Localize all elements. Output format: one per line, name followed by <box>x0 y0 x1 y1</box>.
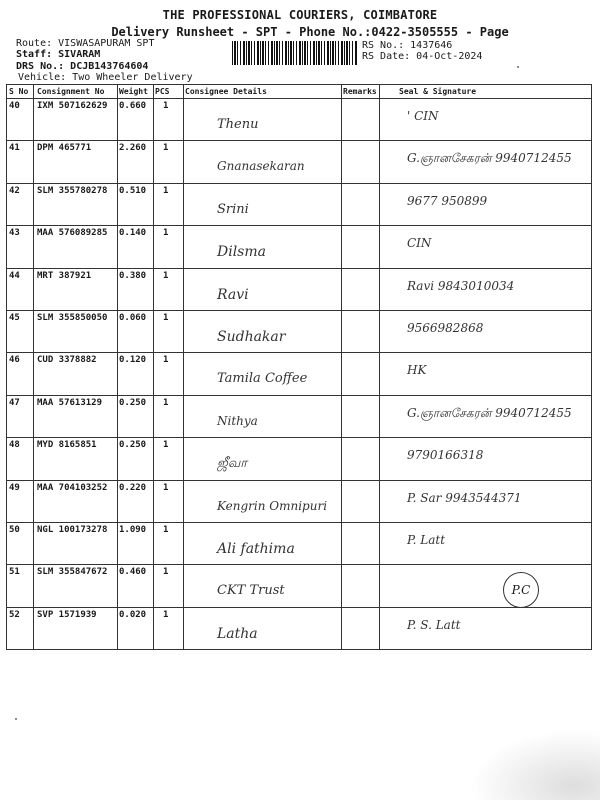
row-consignee-handwriting: CKT Trust <box>217 583 285 599</box>
row-pcs: 1 <box>163 609 169 620</box>
runsheet-title: Delivery Runsheet - SPT - Phone No.:0422-3505555 - Page <box>111 25 509 39</box>
route-label: Route: VISWASAPURAM SPT <box>16 38 155 49</box>
row-sno: 51 <box>9 567 20 578</box>
row-consignee-handwriting: Sudhakar <box>217 329 286 345</box>
row-weight: 2.260 <box>119 143 147 154</box>
row-weight: 0.060 <box>119 313 147 323</box>
row-sno: 40 <box>9 101 20 111</box>
row-signature-handwriting: G.ஞானசேகரன் 9940712455 <box>407 405 572 420</box>
row-weight: 0.020 <box>119 609 147 620</box>
row-consignment-no: NGL 100173278 <box>37 525 108 535</box>
row-pcs: 1 <box>163 101 169 111</box>
row-signature-handwriting: 9790166318 <box>407 448 484 463</box>
row-pcs: 1 <box>163 440 169 451</box>
row-consignment-no: SLM 355780278 <box>37 185 108 196</box>
row-signature-handwriting: P. S. Latt <box>407 617 461 632</box>
col-consignee: Consignee Details <box>185 87 267 96</box>
row-pcs: 1 <box>163 143 169 154</box>
row-pcs: 1 <box>163 270 169 281</box>
row-weight: 0.140 <box>119 228 147 239</box>
row-sno: 45 <box>9 313 20 323</box>
row-consignee-handwriting: Dilsma <box>217 244 266 261</box>
row-weight: 0.220 <box>119 482 147 493</box>
col-sno: S No <box>9 87 29 96</box>
staff-label: Staff: SIVARAM <box>16 49 101 60</box>
company-title: THE PROFESSIONAL COURIERS, COIMBATORE <box>162 8 438 22</box>
row-consignment-no: MAA 576089285 <box>37 228 108 239</box>
row-sno: 41 <box>9 143 20 154</box>
row-signature-handwriting: P. Latt <box>407 533 446 547</box>
row-consignee-handwriting: Gnanasekaran <box>217 159 305 174</box>
col-pcs: PCS <box>155 87 170 96</box>
row-weight: 1.090 <box>119 525 147 535</box>
row-signature-handwriting: Ravi 9843010034 <box>407 278 515 293</box>
row-pcs: 1 <box>163 525 169 535</box>
rs-date: RS Date: 04-Oct-2024 <box>362 51 483 62</box>
row-weight: 0.250 <box>119 440 147 451</box>
row-signature-handwriting: G.ஞானசேகரன் 9940712455 <box>407 151 572 166</box>
row-weight: 0.250 <box>119 397 147 408</box>
row-consignee-handwriting: Thenu <box>217 117 259 132</box>
col-signature: Seal & Signature <box>399 87 477 96</box>
row-consignment-no: CUD 3378882 <box>37 355 97 366</box>
row-sno: 50 <box>9 525 20 535</box>
row-consignment-no: MRT 387921 <box>37 270 92 281</box>
row-consignee-handwriting: Tamila Coffee <box>217 371 308 387</box>
row-signature-handwriting: HK <box>407 363 427 378</box>
barcode <box>232 41 358 65</box>
row-pcs: 1 <box>163 482 169 493</box>
row-sno: 48 <box>9 440 20 451</box>
row-pcs: 1 <box>163 355 169 366</box>
row-weight: 0.510 <box>119 185 147 196</box>
row-consignee-handwriting: ஜீவா <box>217 456 248 472</box>
drs-number: DRS No.: DCJB143764604 <box>16 61 149 72</box>
row-weight: 0.660 <box>119 101 147 111</box>
row-sno: 47 <box>9 397 20 408</box>
row-signature-handwriting: ' CIN <box>407 109 439 123</box>
row-pcs: 1 <box>163 228 169 239</box>
row-consignee-handwriting: Nithya <box>217 413 258 428</box>
scan-smudge <box>470 730 600 800</box>
col-remarks: Remarks <box>343 87 377 96</box>
row-consignment-no: MAA 57613129 <box>37 397 103 408</box>
row-consignment-no: DPM 465771 <box>37 143 92 154</box>
row-weight: 0.380 <box>119 270 147 281</box>
row-signature-handwriting: 9566982868 <box>407 321 484 335</box>
row-sno: 49 <box>9 482 20 493</box>
row-pcs: 1 <box>163 397 169 408</box>
row-pcs: 1 <box>163 185 169 196</box>
row-consignment-no: SLM 355850050 <box>37 313 108 323</box>
row-pcs: 1 <box>163 313 169 323</box>
row-consignee-handwriting: Srini <box>217 201 249 217</box>
rs-number: RS No.: 1437646 <box>362 40 453 51</box>
row-sno: 52 <box>9 609 20 620</box>
row-consignee-handwriting: Ali fathima <box>217 541 295 557</box>
row-consignment-no: MAA 704103252 <box>37 482 108 493</box>
row-signature-handwriting: CIN <box>407 236 432 251</box>
row-consignee-handwriting: Latha <box>217 625 258 642</box>
row-consignment-no: MYD 8165851 <box>37 440 97 451</box>
col-consignment: Consignment No <box>37 87 105 96</box>
row-weight: 0.460 <box>119 567 147 578</box>
row-consignee-handwriting: Kengrin Omnipuri <box>217 498 328 513</box>
row-pcs: 1 <box>163 567 169 578</box>
row-consignment-no: SLM 355847672 <box>37 567 108 578</box>
row-signature-handwriting: 9677 950899 <box>407 193 488 208</box>
row-sno: 44 <box>9 270 20 281</box>
row-weight: 0.120 <box>119 355 147 366</box>
row-consignment-no: SVP 1571939 <box>37 609 97 620</box>
row-sno: 46 <box>9 355 20 366</box>
row-consignment-no: IXM 507162629 <box>37 101 108 111</box>
row-sno: 43 <box>9 228 20 239</box>
courier-stamp: P.C <box>503 572 539 608</box>
runsheet-table <box>6 84 592 650</box>
vehicle-label: Vehicle: Two Wheeler Delivery <box>18 72 193 83</box>
row-signature-handwriting: P. Sar 9943544371 <box>407 490 522 505</box>
col-weight: Weight <box>119 87 148 96</box>
row-sno: 42 <box>9 185 20 196</box>
row-consignee-handwriting: Ravi <box>217 286 249 303</box>
